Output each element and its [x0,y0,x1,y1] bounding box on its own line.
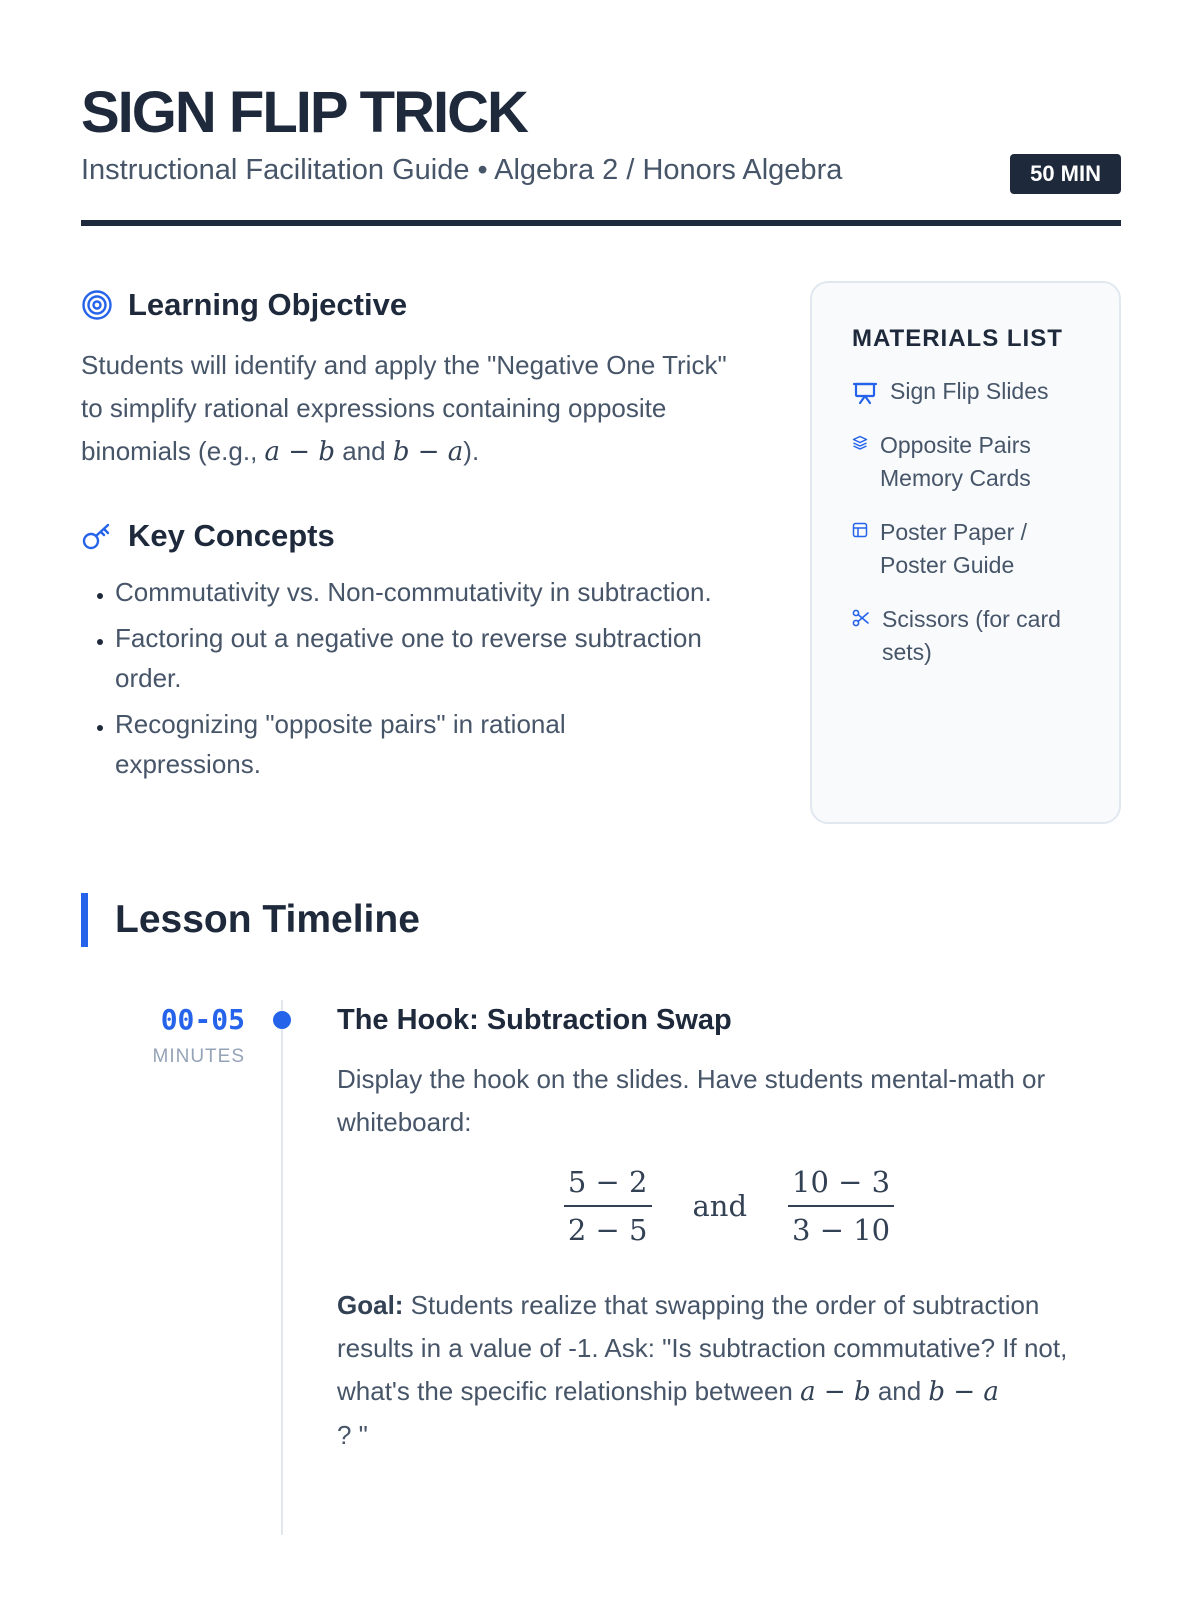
target-icon [81,289,113,321]
timeline-title: Lesson Timeline [81,893,420,947]
goal-expression-a-minus-b: a − b [800,1377,871,1407]
timeline-step-intro: Display the hook on the slides. Have students mental-math or whiteboard: [337,1064,1046,1137]
fraction-denominator: 3 − 10 [788,1205,894,1247]
objective-text-end: ). [463,436,480,466]
page-title: SIGN FLIP TRICK [81,80,527,145]
objective-text [81,344,731,474]
materials-item-label: Poster Paper / Poster Guide [880,519,1028,578]
objective-heading-label: Learning Objective [128,287,408,322]
scissors-icon [852,609,870,627]
materials-list [852,375,1099,669]
timeline-step-dot [273,1011,291,1029]
materials-item [852,516,1099,582]
materials-item-label: Scissors (for card sets) [882,606,1061,665]
concepts-list [81,572,715,790]
fraction-five-minus-two [561,1165,655,1247]
fraction-denominator: 2 − 5 [564,1205,652,1247]
goal-text-start: Students realize that swapping the order of subtraction results in a value of -1. Ask: "Is subtraction commutative? If not, what's the specific relationship between [337,1290,1068,1406]
duration-badge: 50 MIN [1010,154,1121,194]
layers-icon [852,435,868,451]
lesson-guide-page [81,0,1121,1600]
concepts-heading-label: Key Concepts [128,518,335,553]
goal-text-end: ? " [337,1420,368,1450]
goal-label: Goal: [337,1290,404,1320]
materials-item [852,375,1099,408]
goal-expression-b-minus-a: b − a [928,1377,999,1407]
objective-heading [81,287,407,323]
fraction-numerator: 5 − 2 [567,1165,648,1199]
concepts-heading [81,518,335,554]
materials-item [852,603,1099,669]
fraction-numerator: 10 − 3 [792,1165,891,1199]
page-subtitle: Instructional Facilitation Guide • Algebra 2 / Honors Algebra [81,154,843,186]
concept-item: • Factoring out a negative one to reverse subtraction order. [115,618,715,698]
timeline-step-unit: MINUTES [152,1046,245,1067]
objective-text-start: Students will identify and apply the "Negative One Trick" to simplify rational expressions containing opposite binomials (e.g., [81,350,727,466]
materials-card [810,281,1121,824]
timeline-rail [281,1000,283,1535]
timeline-step-heading: The Hook: Subtraction Swap [337,1004,732,1036]
objective-text-joiner: and [335,436,393,466]
materials-item [852,429,1099,495]
objective-expression-b-minus-a: b − a [392,437,464,467]
goal-text-joiner: and [870,1376,929,1406]
presentation-icon [852,381,878,407]
key-icon [81,520,113,552]
fraction-joiner: and [692,1189,748,1223]
header-divider [81,220,1121,226]
hook-fractions [337,1165,1121,1247]
timeline-step-time: 00-05 [160,1003,245,1036]
concept-item: • Commutativity vs. Non-commutativity in subtraction. [115,572,715,612]
materials-item-label: Opposite Pairs Memory Cards [880,432,1031,491]
fraction-ten-minus-three [785,1165,897,1247]
timeline-step-goal [337,1284,1121,1457]
objective-expression-a-minus-b: a − b [264,437,335,467]
layout-icon [852,522,868,538]
materials-title: MATERIALS LIST [852,325,1063,352]
materials-item-label: Sign Flip Slides [890,378,1049,404]
concept-item: • Recognizing "opposite pairs" in rational expressions. [115,704,715,784]
